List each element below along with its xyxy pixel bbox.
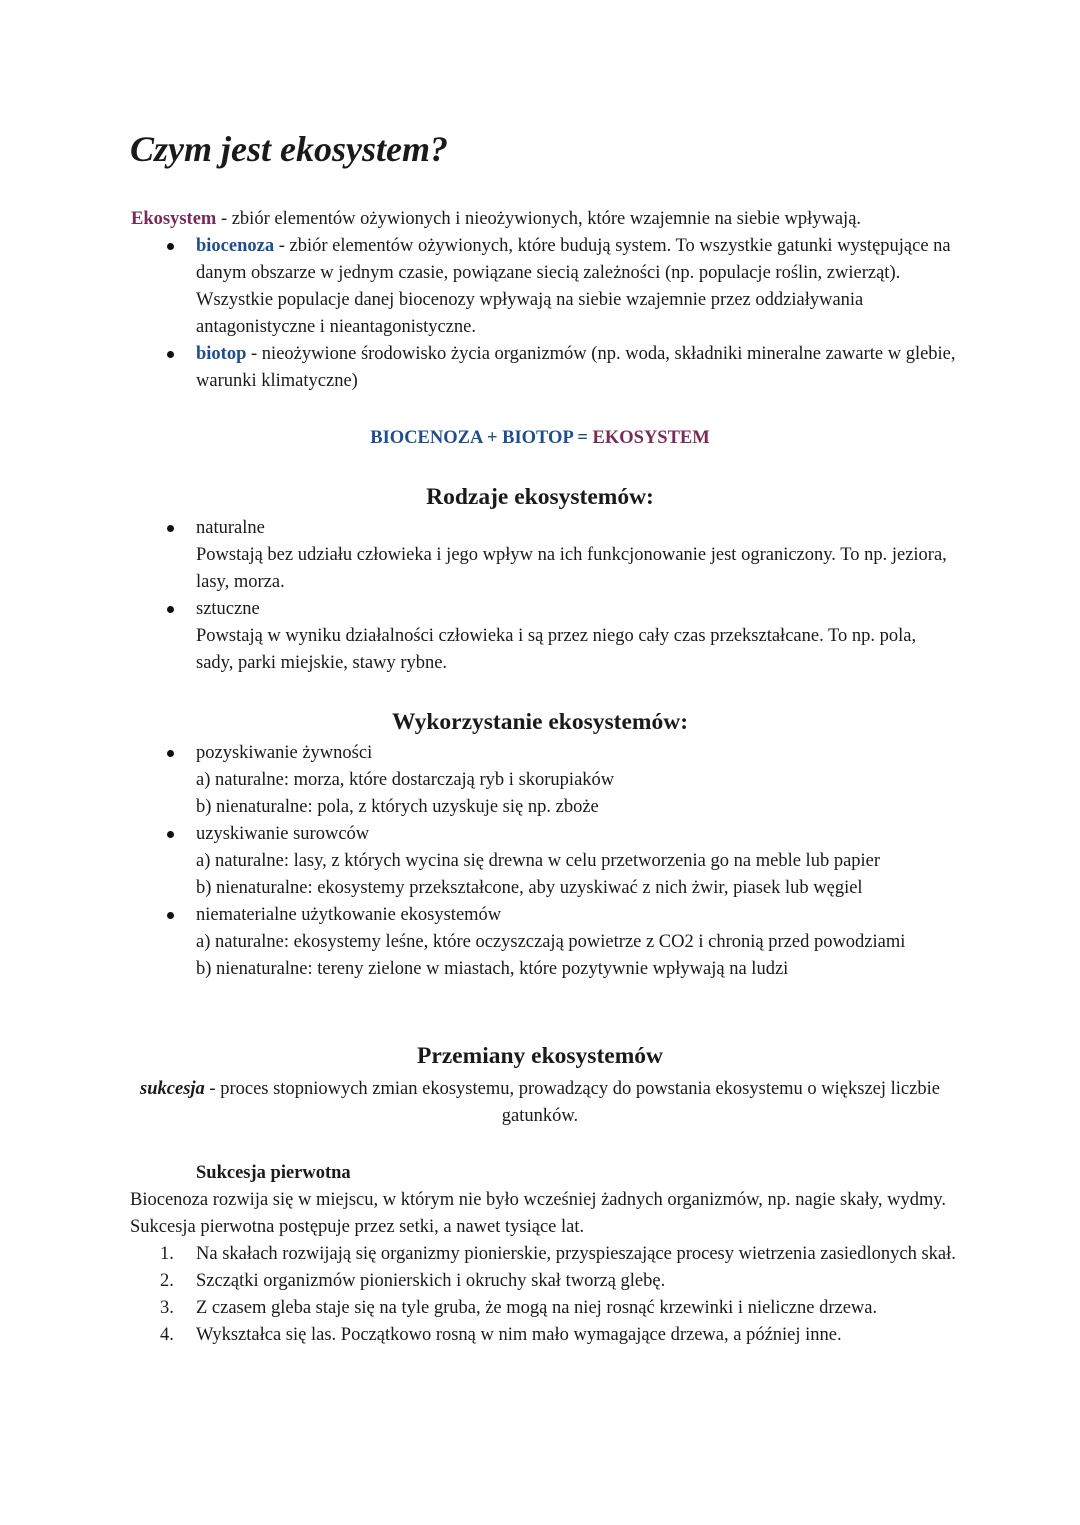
step-text: Szczątki organizmów pionierskich i okruchy skał tworzą glebę. <box>196 1271 666 1291</box>
primary-succession-steps <box>130 1241 956 1349</box>
type-name: naturalne <box>196 518 265 538</box>
succession-term: sukcesja <box>140 1079 205 1099</box>
biotop-text: - nieożywione środowisko życia organizmów (np. woda, składniki mineralne zawarte w glebie, warunki klimatyczne) <box>196 344 956 391</box>
usage-list <box>131 740 951 983</box>
list-item <box>130 1295 956 1322</box>
biotop-term: biotop <box>196 344 247 364</box>
definition-line <box>131 206 951 233</box>
list-item <box>131 740 956 821</box>
primary-succession-heading: Sukcesja pierwotna <box>196 1163 351 1183</box>
definition-term: Ekosystem <box>131 209 217 229</box>
types-heading: Rodzaje ekosystemów: <box>426 484 654 510</box>
step-number: 4. <box>160 1325 174 1345</box>
usage-section <box>131 740 951 983</box>
formula-plus: + <box>482 428 503 448</box>
usage-name: uzyskiwanie surowców <box>196 824 370 844</box>
step-number: 3. <box>160 1298 174 1318</box>
type-description: Powstają w wyniku działalności człowieka i są przez niego cały czas przekształcane. To np. pola, sady, parki miejskie, stawy rybne. <box>196 626 917 673</box>
list-item-biotop <box>131 341 956 395</box>
changes-heading: Przemiany ekosystemów <box>416 1043 664 1069</box>
formula-biocenoza: BIOCENOZA <box>370 428 483 448</box>
page-title: Czym jest ekosystem? <box>130 129 448 169</box>
step-number: 1. <box>160 1244 174 1264</box>
list-item <box>130 1322 956 1349</box>
formula-equals: = <box>572 428 593 448</box>
step-text: Na skałach rozwijają się organizmy pionierskie, przyspieszające procesy wietrzenia zasiedlonych skał. <box>196 1244 956 1264</box>
types-section <box>131 515 951 677</box>
primary-succession-section <box>130 1187 956 1349</box>
step-text: Z czasem gleba staje się na tyle gruba, że mogą na niej rosnąć krzewinki i nieliczne drzewa. <box>196 1298 878 1318</box>
usage-unnatural: b) nienaturalne: ekosystemy przekształcone, aby uzyskiwać z nich żwir, piasek lub węgiel <box>196 878 863 898</box>
biocenoza-term: biocenoza <box>196 236 275 256</box>
usage-unnatural: b) nienaturalne: tereny zielone w miastach, które pozytywnie wpływają na ludzi <box>196 959 789 979</box>
usage-name: pozyskiwanie żywności <box>196 743 373 763</box>
succession-text: - proces stopniowych zmian ekosystemu, prowadzący do powstania ekosystemu o większej liczbie gatunków. <box>204 1079 940 1126</box>
usage-heading: Wykorzystanie ekosystemów: <box>391 709 689 735</box>
type-name: sztuczne <box>196 599 260 619</box>
usage-unnatural: b) nienaturalne: pola, z których uzyskuje się np. zboże <box>196 797 599 817</box>
step-number: 2. <box>160 1271 174 1291</box>
biocenoza-text: - zbiór elementów ożywionych, które budują system. To wszystkie gatunki występujące na danym obszarze w jednym czasie, powiązane siecią zależności (np. populacje roślin, zwierząt). Wszystkie populacje danej biocenozy wpływają na siebie wzajemnie przez oddziaływania antagonistyczne i nieantagonistyczne. <box>196 236 951 337</box>
ecosystem-definition <box>131 206 956 395</box>
succession-definition <box>130 1076 950 1130</box>
list-item <box>131 821 956 902</box>
usage-natural: a) naturalne: lasy, z których wycina się drewna w celu przetworzenia go na meble lub papier <box>196 851 881 871</box>
usage-name: niematerialne użytkowanie ekosystemów <box>196 905 502 925</box>
usage-natural: a) naturalne: ekosystemy leśne, które oczyszczają powietrze z CO2 i chronią przed powodziami <box>196 932 906 952</box>
list-item-biocenoza <box>131 233 956 341</box>
ecosystem-formula <box>0 425 1080 452</box>
list-item <box>131 596 956 677</box>
usage-natural: a) naturalne: morza, które dostarczają ryb i skorupiaków <box>196 770 615 790</box>
definition-text: - zbiór elementów ożywionych i nieożywionych, które wzajemnie na siebie wpływają. <box>216 209 862 229</box>
formula-ekosystem: EKOSYSTEM <box>592 428 710 448</box>
list-item <box>130 1268 956 1295</box>
formula-biotop: BIOTOP <box>502 428 573 448</box>
types-list <box>131 515 951 677</box>
list-item <box>130 1241 956 1268</box>
step-text: Wykształca się las. Początkowo rosną w nim mało wymagające drzewa, a później inne. <box>196 1325 842 1345</box>
list-item <box>131 515 956 596</box>
definition-list <box>131 233 956 395</box>
primary-succession-text: Biocenoza rozwija się w miejscu, w którym nie było wcześniej żadnych organizmów, np. nagie skały, wydmy. Sukcesja pierwotna postępuje przez setki, a nawet tysiące lat. <box>130 1190 947 1237</box>
type-description: Powstają bez udziału człowieka i jego wpływ na ich funkcjonowanie jest ograniczony. To np. jeziora, lasy, morza. <box>196 545 947 592</box>
list-item <box>131 902 956 983</box>
